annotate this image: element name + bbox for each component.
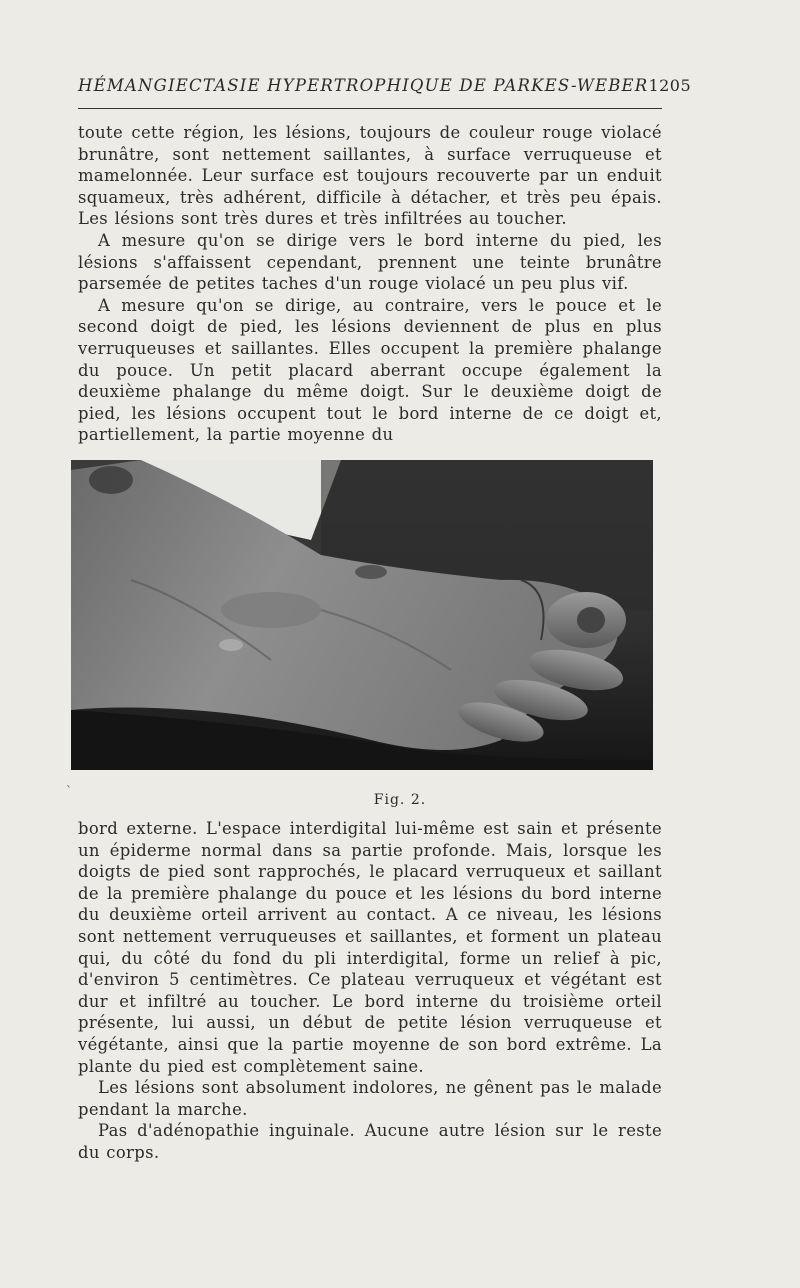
running-head	[78, 76, 692, 95]
print-speck: `	[66, 784, 72, 798]
foot-photo-illustration	[71, 460, 653, 770]
paragraph: bord externe. L'espace interdigital lui-même est sain et présente un épiderme normal dans sa partie profonde. Mais, lorsque les doigts de pied sont rapprochés, le placard verruqueux et saillant de la première phalange du pouce et les lésions du bord interne du deuxième orteil arrivent au contact. A ce niveau, les lésions sont nettement verruqueuses et saillantes, et forment un plateau qui, du côté du fond du pli interdigital, forme un relief à pic, d'environ 5 centimètres. Ce plateau verruqueux et végétant est dur et infiltré au toucher. Le bord interne du troisième orteil présente, lui aussi, un début de petite lésion verruqueuse et végétante, ainsi que la partie moyenne de son bord extrême. La plante du pied est complètement saine.	[78, 819, 662, 1076]
text-block-top	[78, 122, 662, 446]
paragraph: Pas d'adénopathie inguinale. Aucune autre lésion sur le reste du corps.	[78, 1121, 662, 1162]
text-block-bottom	[78, 818, 662, 1164]
header-rule	[78, 108, 662, 109]
page-number: 1205	[648, 76, 692, 95]
figure-caption: Fig. 2.	[373, 792, 427, 808]
paragraph: A mesure qu'on se dirige vers le bord interne du pied, les lésions s'affaissent cependant, prennent une teinte brunâtre parsemée de petites taches d'un rouge violacé un peu plus vif.	[78, 230, 662, 294]
figure-photo	[71, 460, 653, 770]
paragraph: A mesure qu'on se dirige, au contraire, vers le pouce et le second doigt de pied, les lésions deviennent de plus en plus verruqueuses et saillantes. Elles occupent la première phalange du pouce. Un petit placard aberrant occupe également la deuxième phalange du même doigt. Sur le deuxième doigt de pied, les lésions occupent tout le bord interne de ce doigt et, partiellement, la partie moyenne du	[78, 295, 662, 445]
paragraph: toute cette région, les lésions, toujours de couleur rouge violacé brunâtre, sont nettement saillantes, à surface verruqueuse et mamelonnée. Leur surface est toujours recouverte par un enduit squameux, très adhérent, difficile à détacher, et très peu épais. Les lésions sont très dures et très infiltrées au toucher.	[78, 123, 662, 229]
paragraph: Les lésions sont absolument indolores, ne gênent pas le malade pendant la marche.	[78, 1078, 662, 1119]
running-head-title: HÉMANGIECTASIE HYPERTROPHIQUE DE PARKES-WEBER	[78, 76, 649, 95]
